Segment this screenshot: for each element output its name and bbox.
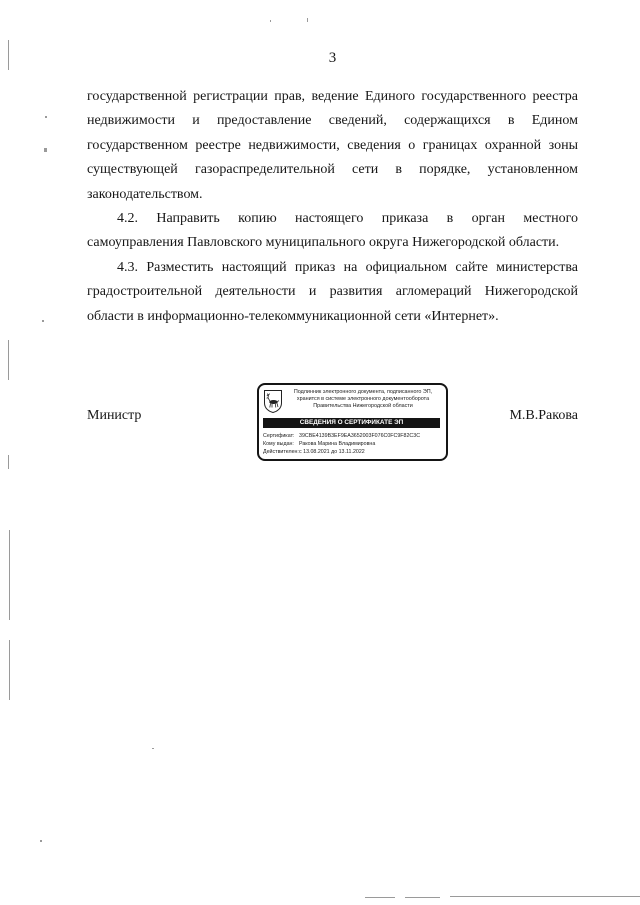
certificate-details: [263, 432, 443, 456]
text-line: 4.3. Разместить настоящий приказ на официальном сайте министерства: [117, 259, 578, 275]
deer-head-antlers: [267, 394, 270, 402]
text-line: государственном реестре недвижимости, сведения о границах охранной зоны: [87, 137, 578, 153]
scan-mark: [152, 748, 154, 749]
scan-mark: [9, 530, 10, 620]
scan-mark: [40, 840, 42, 842]
text-line: законодательством.: [87, 186, 203, 202]
text-line: недвижимости и предоставление сведений, содержащихся в Едином: [87, 113, 578, 129]
scan-mark: [405, 897, 440, 898]
text-line: градостроительной деятельности и развития агломераций Нижегородской: [87, 284, 578, 300]
stamp-header-line: Подлинник электронного документа, подписанного ЭП,: [293, 389, 433, 395]
electronic-signature-stamp: [257, 383, 448, 461]
coat-of-arms-icon: [263, 389, 283, 414]
stamp-header-line: Правительства Нижегородской области: [313, 403, 413, 409]
text-line: области в информационно-телекоммуникационной сети «Интернет».: [87, 308, 499, 324]
scan-mark: [45, 116, 47, 118]
scan-mark: [307, 18, 308, 22]
certificate-value: 39CBE4139B3EF9EA3652003F076C0FC9F82C3C: [299, 433, 421, 439]
paragraph: [87, 256, 578, 329]
scan-mark: [270, 20, 271, 22]
coat-of-arms-svg: [263, 389, 283, 414]
text-line: существующей газораспределительной сети в порядке, установленном: [87, 162, 578, 178]
scan-mark: [9, 640, 10, 700]
stamp-header-line: хранится в системе электронного документооборота: [296, 396, 430, 402]
issued-to-row: [263, 440, 443, 448]
text-line: государственной регистрации прав, ведение Единого государственного реестра: [87, 89, 578, 104]
text-line: 4.2. Направить копию настоящего приказа в орган местного: [117, 210, 578, 226]
scan-mark: [365, 897, 395, 898]
scan-mark: [42, 320, 44, 322]
scan-mark: [8, 40, 9, 70]
deer-tail: [278, 401, 279, 402]
text-line: самоуправления Павловского муниципального округа Нижегородской области.: [87, 235, 560, 251]
stamp-header: [284, 389, 442, 410]
page-number: 3: [328, 50, 337, 66]
document-body: [87, 85, 578, 329]
validity-row: [263, 448, 443, 456]
scan-mark: [8, 340, 9, 380]
paragraph: [87, 85, 578, 207]
validity-value: с 13.08.2021 до 13.11.2022: [299, 449, 365, 455]
signatory-position: Министр: [87, 408, 142, 423]
scan-mark: [450, 896, 640, 897]
validity-label: Действителен:: [263, 449, 299, 455]
scan-mark: [44, 148, 47, 152]
paragraph: [87, 207, 578, 256]
scan-mark: [8, 455, 9, 469]
certificate-label: Сертификат:: [263, 433, 295, 439]
certificate-row: [263, 432, 443, 440]
issued-to-value: Ракова Марина Владимировна: [299, 441, 376, 447]
signatory-name: М.В.Ракова: [509, 408, 578, 423]
deer-body: [269, 400, 278, 404]
issued-to-label: Кому выдан:: [263, 441, 294, 447]
certificate-banner: СВЕДЕНИЯ О СЕРТИФИКАТЕ ЭП: [263, 418, 440, 428]
